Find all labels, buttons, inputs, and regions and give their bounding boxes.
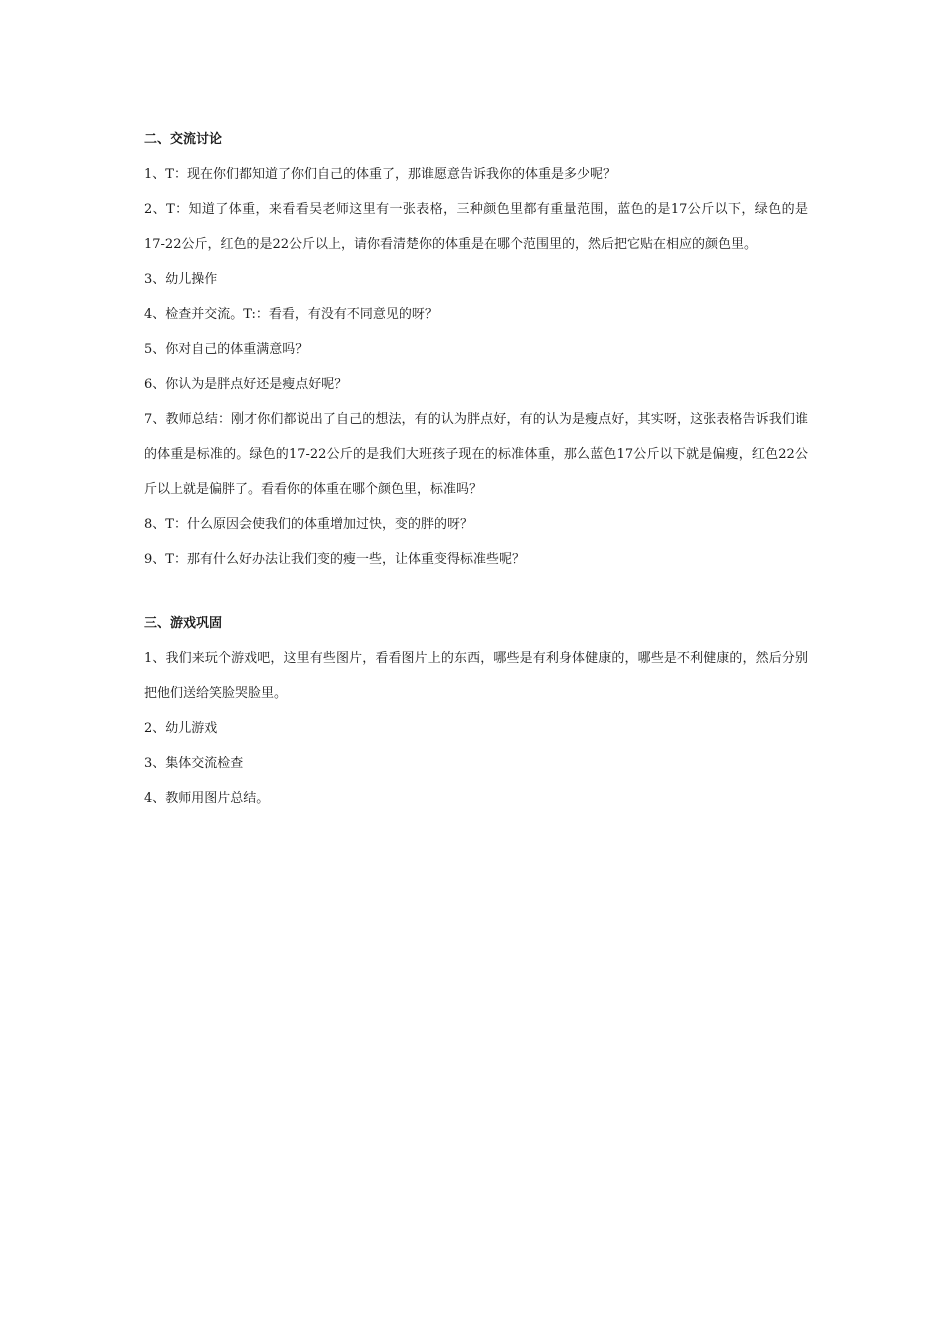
list-item: 5、你对自己的体重满意吗？	[144, 342, 309, 357]
list-item: 6、你认为是胖点好还是瘦点好呢？	[144, 377, 348, 392]
section-heading: 二、交流讨论	[144, 132, 223, 147]
list-item: 3、幼儿操作	[144, 272, 218, 287]
list-item: 3、集体交流检查	[144, 756, 244, 771]
section-game	[144, 606, 808, 816]
list-item: 4、检查并交流。T:：看看，有没有不同意见的呀？	[144, 307, 438, 322]
section-discussion	[144, 122, 808, 577]
list-item: 9、T：那有什么好办法让我们变的瘦一些，让体重变得标准些呢？	[144, 552, 525, 567]
list-item: 1、我们来玩个游戏吧，这里有些图片，看看图片上的东西，哪些是有利身体健康的，哪些是不利健康的，然后分别把他们送给笑脸哭脸里。	[144, 651, 808, 701]
section-spacer	[144, 577, 808, 606]
list-item: 2、幼儿游戏	[144, 721, 218, 736]
list-item: 2、T：知道了体重，来看看吴老师这里有一张表格，三种颜色里都有重量范围，蓝色的是17公斤以下，绿色的是17-22公斤，红色的是22公斤以上，请你看清楚你的体重是在哪个范围里的，然后把它贴在相应的颜色里。	[144, 202, 808, 252]
list-item: 8、T：什么原因会使我们的体重增加过快，变的胖的呀？	[144, 517, 473, 532]
list-item: 7、教师总结：刚才你们都说出了自己的想法，有的认为胖点好，有的认为是瘦点好，其实呀，这张表格告诉我们谁的体重是标准的。绿色的17-22公斤的是我们大班孩子现在的标准体重，那么蓝色17公斤以下就是偏瘦，红色22公斤以上就是偏胖了。看看你的体重在哪个颜色里，标准吗？	[144, 412, 808, 497]
document-page	[144, 122, 808, 816]
list-item: 1、T：现在你们都知道了你们自己的体重了，那谁愿意告诉我你的体重是多少呢？	[144, 167, 616, 182]
list-item: 4、教师用图片总结。	[144, 791, 270, 806]
section-heading: 三、游戏巩固	[144, 616, 223, 631]
